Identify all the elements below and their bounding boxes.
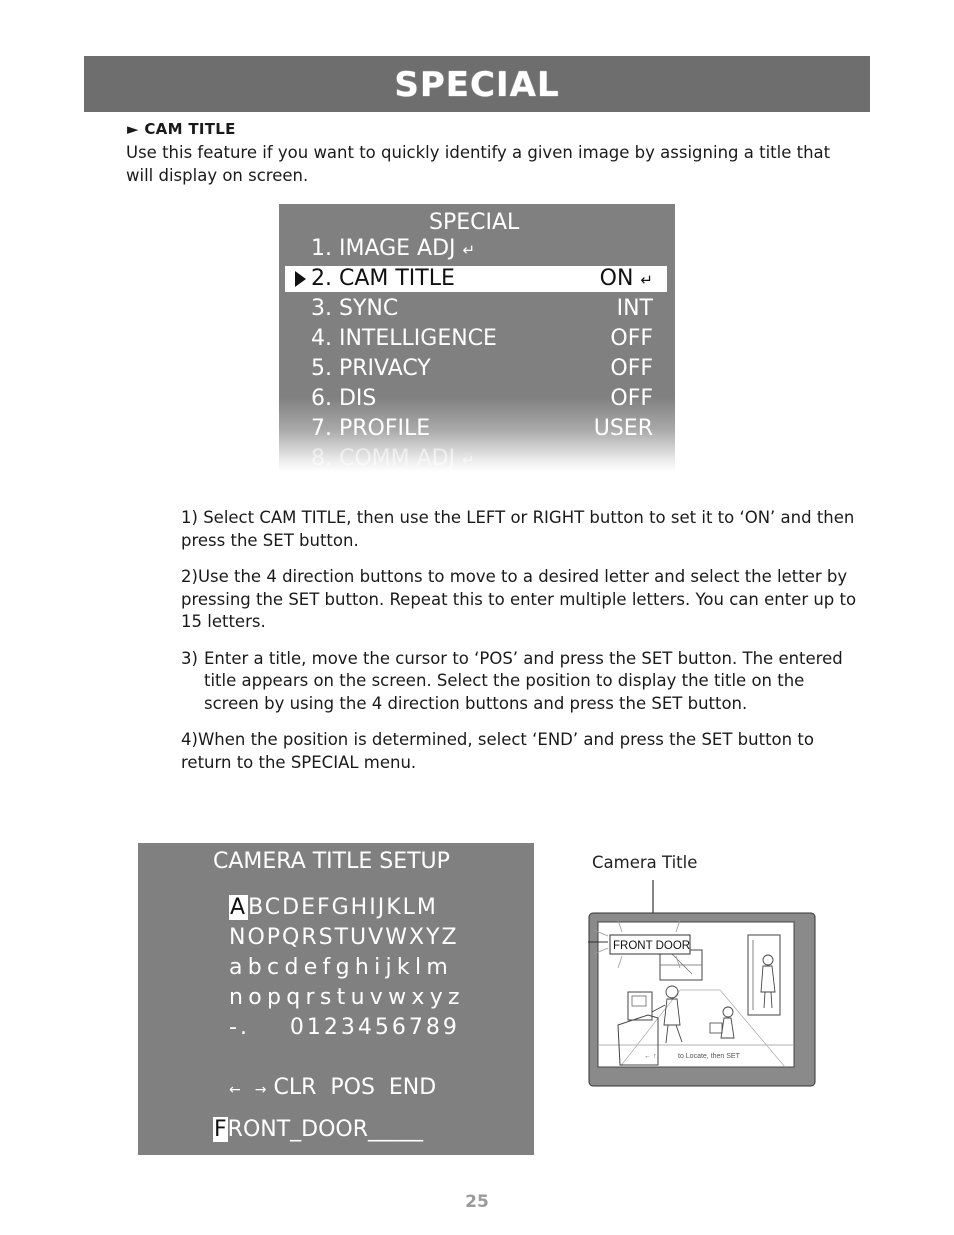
- osd-item-image-adj: [285, 236, 667, 262]
- entry-text: RONT_DOOR_____: [227, 1117, 424, 1142]
- char-row-uppercase-2: NOPQRSTUVWXYZ: [229, 925, 459, 950]
- osd-item-label: 4. INTELLIGENCE: [311, 326, 497, 351]
- osd-item-privacy: [285, 356, 667, 382]
- osd-item-profile: [285, 416, 667, 442]
- enter-icon: ↵: [462, 241, 476, 259]
- nav-options-text: CLR POS END: [273, 1075, 437, 1100]
- overlay-title-text: FRONT DOOR: [613, 940, 691, 952]
- step-3: [181, 648, 861, 716]
- osd-item-value: USER: [593, 416, 653, 441]
- section-intro: Use this feature if you want to quickly identify a given image by assigning a title that will display on screen.: [126, 143, 831, 185]
- step-text: Select CAM TITLE, then use the LEFT or RIGHT button to set it to ‘ON’ and then press the SET button.: [181, 508, 855, 550]
- osd-item-label: 1. IMAGE ADJ: [311, 236, 456, 261]
- cursor-arrow-icon: [295, 271, 306, 287]
- camera-title-label: Camera Title: [592, 853, 698, 872]
- setup-title: CAMERA TITLE SETUP: [213, 849, 450, 874]
- osd-item-sync: [285, 296, 667, 322]
- osd-menu-title: SPECIAL: [429, 210, 520, 235]
- char-row-text: BCDEFGHIJKLM: [248, 895, 438, 920]
- osd-item-intelligence: [285, 326, 667, 352]
- entry-cursor: F: [214, 1117, 227, 1142]
- camera-title-setup-panel: [138, 843, 534, 1155]
- step-number: 1): [181, 508, 198, 527]
- osd-item-value: ON: [599, 266, 634, 291]
- page-number: 25: [465, 1192, 489, 1212]
- camera-view-illustration: [580, 880, 820, 1090]
- osd-item-value: OFF: [610, 326, 653, 351]
- osd-item-label: 6. DIS: [311, 386, 377, 411]
- osd-item-comm-adj: [285, 446, 667, 472]
- step-text: Enter a title, move the cursor to ‘POS’ and press the SET button. The entered title appears on the screen. Select the position to display the title on the screen by using the 4 direction buttons and press the SET button.: [204, 648, 843, 713]
- osd-item-value: OFF: [610, 386, 653, 411]
- enter-icon: ↵: [462, 451, 475, 469]
- char-row-uppercase-1: [229, 895, 438, 920]
- setup-nav-options: [229, 1075, 436, 1100]
- left-arrow-icon: ←: [229, 1082, 241, 1098]
- osd-item-label: 7. PROFILE: [311, 416, 431, 441]
- step-text: When the position is determined, select ‘END’ and press the SET button to return to the SPECIAL menu.: [181, 730, 814, 772]
- osd-special-menu: [279, 204, 675, 472]
- osd-item-label: 5. PRIVACY: [311, 356, 431, 381]
- char-row-symbols-digits: -. 0123456789: [229, 1015, 460, 1040]
- osd-item-cam-title: [285, 266, 667, 292]
- char-cursor: A: [230, 895, 248, 920]
- instruction-steps: [181, 507, 861, 788]
- step-1: [181, 507, 861, 552]
- step-number: 4): [181, 730, 198, 749]
- page-title: SPECIAL: [394, 65, 560, 105]
- osd-item-dis: [285, 386, 667, 412]
- enter-icon: ↵: [640, 271, 653, 289]
- char-row-lowercase-2: nopqrstuvwxyz: [229, 985, 465, 1010]
- section-heading: ► CAM TITLE: [127, 120, 236, 138]
- char-row-lowercase-1: abcdefghijklm: [229, 955, 454, 980]
- overlay-hint-text: to Locate, then SET: [678, 1053, 740, 1060]
- step-2: [181, 566, 861, 634]
- osd-item-label: 3. SYNC: [311, 296, 399, 321]
- arrows-icon: ← ↑↓: [644, 1053, 660, 1060]
- step-number: 3): [181, 648, 198, 668]
- header-bar: [84, 56, 870, 112]
- osd-item-value: OFF: [610, 356, 653, 381]
- step-text: Use the 4 direction buttons to move to a desired letter and select the letter by pressing the SET button. Repeat this to enter multiple letters. You can enter up to 15 letters.: [181, 567, 857, 631]
- title-entry-field: [213, 1117, 423, 1142]
- step-4: [181, 729, 861, 774]
- right-arrow-icon: →: [254, 1082, 267, 1098]
- osd-item-value: INT: [616, 296, 653, 321]
- osd-item-label: 8. COMM ADJ: [311, 446, 456, 471]
- step-number: 2): [181, 567, 198, 586]
- osd-item-label: 2. CAM TITLE: [311, 266, 455, 291]
